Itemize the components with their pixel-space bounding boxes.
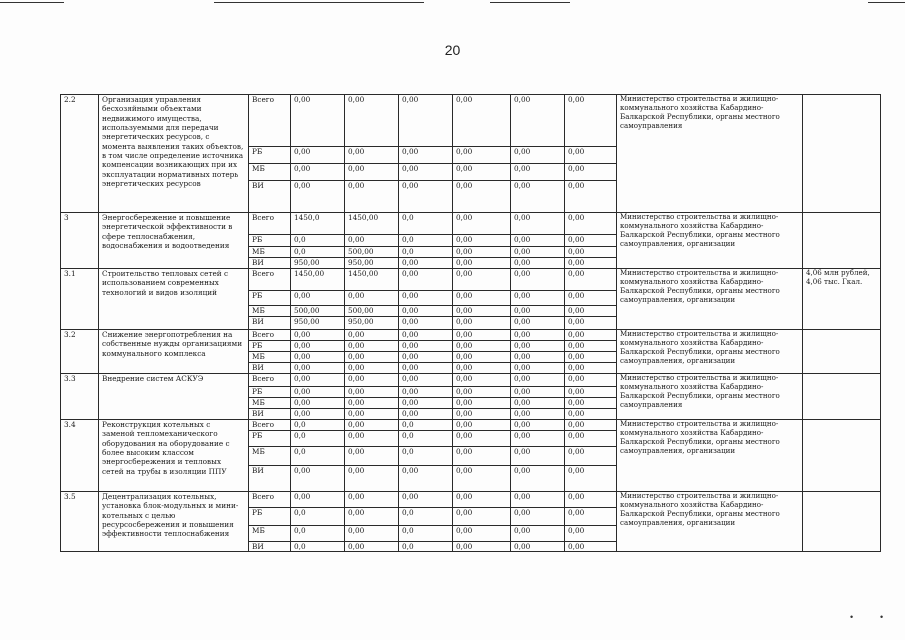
amount-cell: 0,00 bbox=[453, 492, 511, 508]
amount-cell: 0,00 bbox=[345, 398, 399, 409]
expected-result bbox=[803, 420, 881, 492]
amount-cell: 0,0 bbox=[399, 508, 453, 526]
expected-result bbox=[803, 330, 881, 374]
amount-cell: 0,00 bbox=[399, 330, 453, 341]
amount-cell: 0,00 bbox=[511, 147, 565, 164]
table-row bbox=[61, 213, 881, 235]
amount-cell: 0,00 bbox=[453, 291, 511, 306]
amount-cell: 0,00 bbox=[565, 330, 617, 341]
amount-cell: 0,00 bbox=[565, 181, 617, 213]
amount-cell: 0,00 bbox=[565, 213, 617, 235]
amount-cell: 0,00 bbox=[345, 235, 399, 247]
amount-cell: 0,00 bbox=[453, 95, 511, 147]
amount-cell: 0,00 bbox=[345, 363, 399, 374]
amount-cell: 0,00 bbox=[565, 247, 617, 258]
footer-mark: • bbox=[880, 612, 884, 622]
table-row bbox=[61, 420, 881, 431]
amount-cell: 0,00 bbox=[453, 330, 511, 341]
amount-cell: 0,00 bbox=[453, 363, 511, 374]
amount-cell: 0,00 bbox=[291, 341, 345, 352]
amount-cell: 0,00 bbox=[511, 258, 565, 269]
amount-cell: 0,00 bbox=[565, 341, 617, 352]
amount-cell: 0,00 bbox=[399, 147, 453, 164]
amount-cell: 950,00 bbox=[291, 317, 345, 330]
amount-cell: 0,00 bbox=[565, 542, 617, 552]
amount-cell: 0,00 bbox=[345, 420, 399, 431]
amount-cell: 0,00 bbox=[291, 374, 345, 387]
amount-cell: 0,00 bbox=[565, 363, 617, 374]
amount-cell: 0,00 bbox=[453, 235, 511, 247]
item-number: 3.1 bbox=[61, 269, 99, 330]
amount-cell: 0,00 bbox=[511, 291, 565, 306]
funding-source: МБ bbox=[249, 306, 291, 317]
amount-cell: 0,00 bbox=[345, 330, 399, 341]
page-number: 20 bbox=[444, 42, 461, 58]
amount-cell: 0,00 bbox=[511, 341, 565, 352]
amount-cell: 950,00 bbox=[345, 317, 399, 330]
funding-source: МБ bbox=[249, 164, 291, 181]
amount-cell: 1450,0 bbox=[291, 213, 345, 235]
executor: Министерство строительства и жилищно-коммунального хозяйства Кабардино-Балкарской Республики, органы местного самоуправления bbox=[617, 95, 803, 213]
amount-cell: 0,00 bbox=[565, 447, 617, 466]
amount-cell: 0,00 bbox=[511, 447, 565, 466]
funding-source: ВИ bbox=[249, 258, 291, 269]
amount-cell: 0,00 bbox=[291, 398, 345, 409]
item-number: 3.3 bbox=[61, 374, 99, 420]
amount-cell: 0,00 bbox=[511, 508, 565, 526]
amount-cell: 0,00 bbox=[453, 387, 511, 398]
amount-cell: 0,00 bbox=[399, 409, 453, 420]
amount-cell: 0,00 bbox=[399, 181, 453, 213]
amount-cell: 0,00 bbox=[453, 466, 511, 492]
amount-cell: 0,00 bbox=[453, 374, 511, 387]
amount-cell: 0,00 bbox=[565, 291, 617, 306]
amount-cell: 0,00 bbox=[399, 269, 453, 291]
amount-cell: 0,00 bbox=[291, 181, 345, 213]
amount-cell: 0,0 bbox=[291, 431, 345, 447]
amount-cell: 0,00 bbox=[291, 466, 345, 492]
funding-source: ВИ bbox=[249, 317, 291, 330]
executor: Министерство строительства и жилищно-коммунального хозяйства Кабардино-Балкарской Республики, органы местного самоуправления bbox=[617, 374, 803, 420]
table-row bbox=[61, 330, 881, 341]
funding-source: РБ bbox=[249, 431, 291, 447]
executor: Министерство строительства и жилищно-коммунального хозяйства Кабардино-Балкарской Республики, органы местного самоуправления, организации bbox=[617, 492, 803, 552]
amount-cell: 0,0 bbox=[399, 213, 453, 235]
amount-cell: 0,00 bbox=[291, 352, 345, 363]
amount-cell: 0,00 bbox=[345, 164, 399, 181]
funding-source: МБ bbox=[249, 247, 291, 258]
amount-cell: 0,00 bbox=[291, 492, 345, 508]
amount-cell: 0,00 bbox=[291, 409, 345, 420]
item-name: Децентрализация котельных, установка блок-модульных и мини-котельных с целью ресурсосбережения и повышения эффективности теплоснабжения bbox=[99, 492, 249, 552]
amount-cell: 0,00 bbox=[565, 317, 617, 330]
amount-cell: 0,00 bbox=[453, 269, 511, 291]
amount-cell: 0,00 bbox=[291, 164, 345, 181]
amount-cell: 0,00 bbox=[453, 447, 511, 466]
amount-cell: 0,00 bbox=[453, 247, 511, 258]
amount-cell: 0,00 bbox=[291, 95, 345, 147]
table-row bbox=[61, 95, 881, 147]
amount-cell: 0,00 bbox=[565, 147, 617, 164]
amount-cell: 500,00 bbox=[345, 247, 399, 258]
amount-cell: 0,00 bbox=[565, 420, 617, 431]
amount-cell: 0,00 bbox=[345, 181, 399, 213]
item-number: 3 bbox=[61, 213, 99, 269]
executor: Министерство строительства и жилищно-коммунального хозяйства Кабардино-Балкарской Республики, органы местного самоуправления, организации bbox=[617, 269, 803, 330]
amount-cell: 0,00 bbox=[453, 420, 511, 431]
scan-top-edge bbox=[0, 0, 905, 6]
funding-source: ВИ bbox=[249, 466, 291, 492]
amount-cell: 0,00 bbox=[565, 492, 617, 508]
amount-cell: 0,00 bbox=[565, 352, 617, 363]
amount-cell: 0,00 bbox=[511, 466, 565, 492]
expected-result bbox=[803, 492, 881, 552]
amount-cell: 0,00 bbox=[345, 352, 399, 363]
amount-cell: 0,0 bbox=[399, 420, 453, 431]
amount-cell: 0,00 bbox=[565, 398, 617, 409]
amount-cell: 0,0 bbox=[399, 431, 453, 447]
program-table bbox=[60, 94, 881, 552]
funding-source: РБ bbox=[249, 291, 291, 306]
amount-cell: 0,00 bbox=[511, 95, 565, 147]
funding-source: Всего bbox=[249, 330, 291, 341]
amount-cell: 0,00 bbox=[345, 447, 399, 466]
amount-cell: 0,00 bbox=[345, 341, 399, 352]
amount-cell: 0,00 bbox=[565, 409, 617, 420]
amount-cell: 0,0 bbox=[291, 235, 345, 247]
amount-cell: 0,00 bbox=[345, 95, 399, 147]
item-number: 3.5 bbox=[61, 492, 99, 552]
amount-cell: 0,00 bbox=[565, 306, 617, 317]
amount-cell: 0,0 bbox=[291, 420, 345, 431]
amount-cell: 0,00 bbox=[345, 542, 399, 552]
amount-cell: 0,00 bbox=[291, 291, 345, 306]
amount-cell: 0,00 bbox=[399, 258, 453, 269]
amount-cell: 0,00 bbox=[453, 398, 511, 409]
amount-cell: 0,00 bbox=[291, 330, 345, 341]
amount-cell: 0,00 bbox=[399, 95, 453, 147]
amount-cell: 0,0 bbox=[291, 526, 345, 542]
amount-cell: 0,00 bbox=[399, 164, 453, 181]
amount-cell: 0,00 bbox=[399, 341, 453, 352]
amount-cell: 0,00 bbox=[511, 352, 565, 363]
funding-source: РБ bbox=[249, 235, 291, 247]
amount-cell: 0,0 bbox=[399, 447, 453, 466]
amount-cell: 0,00 bbox=[453, 147, 511, 164]
item-name: Снижение энергопотребления на собственные нужды организациями коммунального комплекса bbox=[99, 330, 249, 374]
amount-cell: 0,0 bbox=[291, 447, 345, 466]
amount-cell: 0,00 bbox=[565, 466, 617, 492]
amount-cell: 0,00 bbox=[511, 164, 565, 181]
amount-cell: 0,00 bbox=[565, 374, 617, 387]
funding-source: ВИ bbox=[249, 542, 291, 552]
amount-cell: 0,00 bbox=[511, 387, 565, 398]
amount-cell: 0,00 bbox=[565, 526, 617, 542]
amount-cell: 0,00 bbox=[511, 374, 565, 387]
amount-cell: 0,00 bbox=[453, 317, 511, 330]
funding-source: МБ bbox=[249, 398, 291, 409]
amount-cell: 0,00 bbox=[399, 306, 453, 317]
funding-source: Всего bbox=[249, 269, 291, 291]
amount-cell: 0,00 bbox=[453, 526, 511, 542]
funding-source: Всего bbox=[249, 492, 291, 508]
amount-cell: 0,0 bbox=[399, 542, 453, 552]
amount-cell: 0,00 bbox=[345, 387, 399, 398]
amount-cell: 0,00 bbox=[345, 526, 399, 542]
amount-cell: 0,00 bbox=[453, 213, 511, 235]
table-row bbox=[61, 374, 881, 387]
amount-cell: 0,00 bbox=[453, 306, 511, 317]
item-name: Организация управления бесхозяйными объектами недвижимого имущества, используемыми для передачи энергетических ресурсов, с момента выявления таких объектов, в том числе определение источника компенсации возникающих при их эксплуатации нормативных потерь энергетических ресурсов bbox=[99, 95, 249, 213]
funding-source: МБ bbox=[249, 447, 291, 466]
amount-cell: 950,00 bbox=[291, 258, 345, 269]
item-name: Реконструкция котельных с заменой тепломеханического оборудования на оборудование с более высоким классом энергосбережения и тепловых сетей на трубы в изоляции ППУ bbox=[99, 420, 249, 492]
amount-cell: 0,00 bbox=[453, 341, 511, 352]
executor: Министерство строительства и жилищно-коммунального хозяйства Кабардино-Балкарской Республики, органы местного самоуправления, организации bbox=[617, 213, 803, 269]
amount-cell: 500,00 bbox=[345, 306, 399, 317]
amount-cell: 0,00 bbox=[291, 363, 345, 374]
amount-cell: 0,00 bbox=[511, 269, 565, 291]
item-number: 2.2 bbox=[61, 95, 99, 213]
funding-source: ВИ bbox=[249, 181, 291, 213]
expected-result bbox=[803, 213, 881, 269]
amount-cell: 0,00 bbox=[399, 398, 453, 409]
funding-source: РБ bbox=[249, 387, 291, 398]
amount-cell: 0,00 bbox=[565, 431, 617, 447]
amount-cell: 0,0 bbox=[291, 508, 345, 526]
amount-cell: 0,00 bbox=[453, 164, 511, 181]
executor: Министерство строительства и жилищно-коммунального хозяйства Кабардино-Балкарской Республики, органы местного самоуправления, организации bbox=[617, 420, 803, 492]
amount-cell: 0,00 bbox=[565, 235, 617, 247]
amount-cell: 0,00 bbox=[399, 466, 453, 492]
amount-cell: 500,00 bbox=[291, 306, 345, 317]
amount-cell: 0,00 bbox=[511, 542, 565, 552]
amount-cell: 0,00 bbox=[399, 374, 453, 387]
amount-cell: 0,00 bbox=[511, 420, 565, 431]
amount-cell: 0,00 bbox=[345, 374, 399, 387]
amount-cell: 0,00 bbox=[511, 247, 565, 258]
funding-source: РБ bbox=[249, 508, 291, 526]
amount-cell: 0,00 bbox=[453, 542, 511, 552]
table-row bbox=[61, 269, 881, 291]
amount-cell: 0,00 bbox=[565, 269, 617, 291]
amount-cell: 0,00 bbox=[453, 258, 511, 269]
amount-cell: 0,0 bbox=[399, 235, 453, 247]
table-row bbox=[61, 492, 881, 508]
amount-cell: 0,00 bbox=[511, 409, 565, 420]
funding-source: Всего bbox=[249, 374, 291, 387]
amount-cell: 0,00 bbox=[345, 492, 399, 508]
amount-cell: 0,00 bbox=[453, 181, 511, 213]
amount-cell: 0,00 bbox=[565, 95, 617, 147]
footer-mark: • bbox=[850, 612, 854, 622]
funding-source: ВИ bbox=[249, 363, 291, 374]
amount-cell: 0,00 bbox=[565, 387, 617, 398]
amount-cell: 0,00 bbox=[345, 466, 399, 492]
amount-cell: 0,00 bbox=[511, 181, 565, 213]
amount-cell: 1450,00 bbox=[291, 269, 345, 291]
amount-cell: 0,0 bbox=[399, 526, 453, 542]
funding-source: ВИ bbox=[249, 409, 291, 420]
amount-cell: 0,00 bbox=[565, 164, 617, 181]
funding-source: РБ bbox=[249, 341, 291, 352]
amount-cell: 0,00 bbox=[345, 291, 399, 306]
amount-cell: 1450,00 bbox=[345, 213, 399, 235]
item-name: Внедрение систем АСКУЭ bbox=[99, 374, 249, 420]
amount-cell: 0,0 bbox=[291, 542, 345, 552]
funding-source: Всего bbox=[249, 420, 291, 431]
funding-source: МБ bbox=[249, 352, 291, 363]
item-number: 3.2 bbox=[61, 330, 99, 374]
amount-cell: 0,00 bbox=[511, 317, 565, 330]
expected-result bbox=[803, 374, 881, 420]
amount-cell: 0,00 bbox=[511, 330, 565, 341]
amount-cell: 0,00 bbox=[453, 409, 511, 420]
expected-result: 4,06 млн рублей, 4,06 тыс. Гкал. bbox=[803, 269, 881, 330]
amount-cell: 0,00 bbox=[399, 387, 453, 398]
amount-cell: 0,00 bbox=[453, 508, 511, 526]
amount-cell: 0,00 bbox=[511, 213, 565, 235]
expected-result bbox=[803, 95, 881, 213]
amount-cell: 0,0 bbox=[291, 247, 345, 258]
amount-cell: 0,00 bbox=[511, 363, 565, 374]
funding-source: МБ bbox=[249, 526, 291, 542]
amount-cell: 0,00 bbox=[345, 147, 399, 164]
amount-cell: 0,00 bbox=[291, 387, 345, 398]
item-number: 3.4 bbox=[61, 420, 99, 492]
funding-source: Всего bbox=[249, 95, 291, 147]
amount-cell: 0,00 bbox=[345, 409, 399, 420]
amount-cell: 0,00 bbox=[511, 526, 565, 542]
amount-cell: 950,00 bbox=[345, 258, 399, 269]
amount-cell: 0,0 bbox=[399, 247, 453, 258]
amount-cell: 0,00 bbox=[399, 492, 453, 508]
amount-cell: 0,00 bbox=[345, 508, 399, 526]
amount-cell: 0,00 bbox=[565, 508, 617, 526]
amount-cell: 0,00 bbox=[511, 492, 565, 508]
amount-cell: 0,00 bbox=[291, 147, 345, 164]
amount-cell: 0,00 bbox=[345, 431, 399, 447]
executor: Министерство строительства и жилищно-коммунального хозяйства Кабардино-Балкарской Республики, органы местного самоуправления, организации bbox=[617, 330, 803, 374]
funding-source: Всего bbox=[249, 213, 291, 235]
amount-cell: 0,00 bbox=[453, 352, 511, 363]
amount-cell: 0,00 bbox=[511, 306, 565, 317]
amount-cell: 0,00 bbox=[511, 431, 565, 447]
amount-cell: 0,00 bbox=[565, 258, 617, 269]
amount-cell: 0,00 bbox=[511, 398, 565, 409]
amount-cell: 0,00 bbox=[399, 317, 453, 330]
amount-cell: 0,00 bbox=[399, 291, 453, 306]
amount-cell: 0,00 bbox=[399, 352, 453, 363]
funding-source: РБ bbox=[249, 147, 291, 164]
amount-cell: 0,00 bbox=[399, 363, 453, 374]
item-name: Строительство тепловых сетей с использованием современных технологий и видов изоляций bbox=[99, 269, 249, 330]
amount-cell: 0,00 bbox=[511, 235, 565, 247]
amount-cell: 0,00 bbox=[453, 431, 511, 447]
item-name: Энергосбережение и повышение энергетической эффективности в сфере теплоснабжения, водоснабжения и водоотведения bbox=[99, 213, 249, 269]
amount-cell: 1450,00 bbox=[345, 269, 399, 291]
